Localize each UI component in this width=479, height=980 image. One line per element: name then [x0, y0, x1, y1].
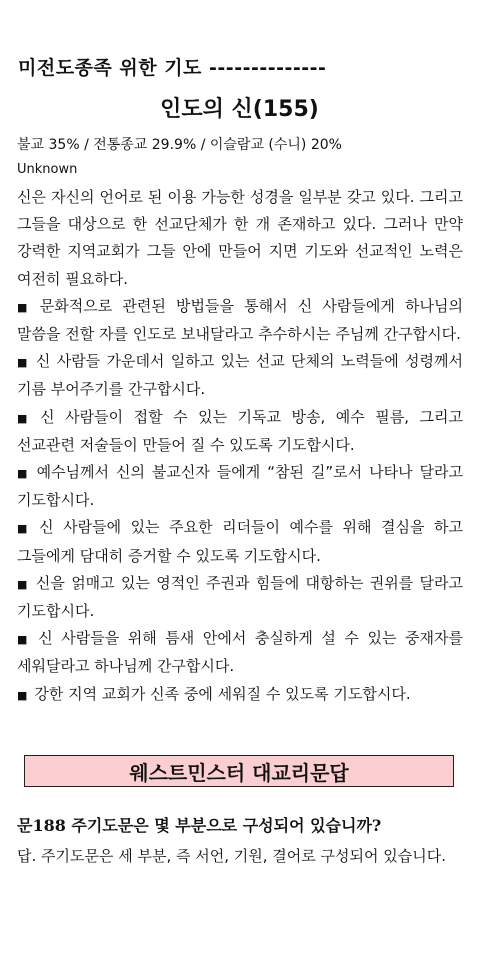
bullet-icon: ■ [17, 522, 33, 536]
prayer-text: 신 사람들에 있는 주요한 리더들이 예수를 위해 결심을 하고 그들에게 담대히 증거할 수 있도록 기도합시다. [17, 518, 463, 565]
prayer-item [17, 681, 463, 709]
intro-paragraph: 신은 자신의 언어로 된 이용 가능한 성경을 일부분 갖고 있다. 그리고 그들을 대상으로 한 선교단체가 한 개 존재하고 있다. 그러나 만약 강력한 지역교회가 그들 안에 만들어 지면 기도와 선교적인 노력은 여전히 필요하다. [17, 188, 463, 288]
section-header: 미전도종족 위한 기도 -------------- [18, 57, 327, 79]
bullet-icon: ■ [17, 467, 30, 481]
bullet-icon: ■ [17, 688, 28, 702]
catechism-banner [24, 755, 454, 787]
bullet-icon: ■ [17, 577, 29, 591]
prayer-item [17, 625, 463, 680]
prayer-text: 예수님께서 신의 불교신자 들에게 “참된 길”로서 나타나 달라고 기도합시다. [17, 463, 463, 510]
prayer-text: 신을 얽매고 있는 영적인 주권과 힘들에 대항하는 권위를 달라고 기도합시다. [17, 573, 463, 621]
prayer-text: 신 사람들이 접할 수 있는 기독교 방송, 예수 필름, 그리고 선교관련 저술들이 만들어 질 수 있도록 기도합시다. [17, 407, 463, 454]
bullet-icon: ■ [17, 411, 34, 425]
bullet-icon: ■ [17, 356, 29, 370]
prayer-item [17, 570, 463, 625]
prayer-list [17, 293, 463, 709]
religion-stats: 불교 35% / 전통종교 29.9% / 이슬람교 (수니) 20% [17, 137, 342, 153]
prayer-item [17, 514, 463, 569]
catechism-question: 문188 주기도문은 몇 부분으로 구성되어 있습니까? [17, 816, 382, 835]
prayer-text: 강한 지역 교회가 신족 중에 세워질 수 있도록 기도합시다. [34, 684, 411, 703]
people-group-title: 인도의 신(155) [160, 97, 319, 122]
population-value: Unknown [17, 162, 78, 177]
prayer-body [17, 184, 463, 709]
prayer-item [17, 348, 463, 403]
prayer-item [17, 404, 463, 459]
prayer-text: 문화적으로 관련된 방법들을 통해서 신 사람들에게 하나님의 말씀을 전할 자를 인도로 보내달라고 추수하시는 주님께 간구합시다. [17, 296, 463, 344]
bullet-icon: ■ [17, 300, 33, 314]
prayer-text: 신 사람들을 위해 틈새 안에서 충실하게 설 수 있는 중재자를 세워달라고 하나님께 간구합시다. [17, 629, 463, 676]
prayer-item [17, 293, 463, 348]
prayer-item [17, 459, 463, 514]
catechism-answer: 답. 주기도문은 세 부분, 즉 서언, 기원, 결어로 구성되어 있습니다. [17, 847, 447, 865]
catechism-banner-title: 웨스트민스터 대교리문답 [129, 760, 349, 785]
bullet-icon: ■ [17, 633, 32, 647]
prayer-text: 신 사람들 가운데서 일하고 있는 선교 단체의 노력들에 성령께서 기름 부어주기를 간구합시다. [17, 352, 463, 399]
